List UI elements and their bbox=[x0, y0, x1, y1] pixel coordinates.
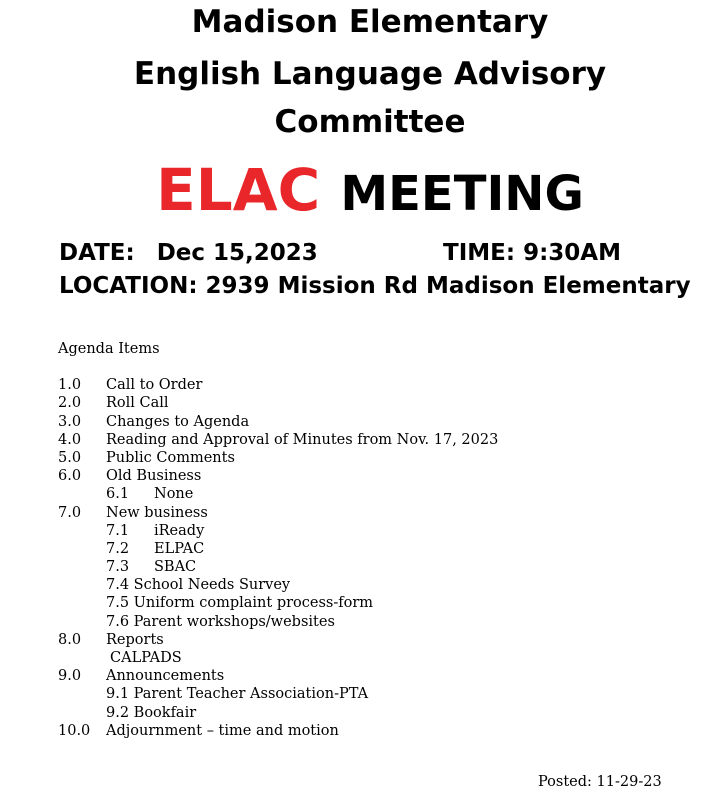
posted-date: Posted: 11-29-23 bbox=[538, 774, 662, 790]
subitem-number: 7.2 bbox=[106, 540, 130, 557]
meeting-title bbox=[0, 156, 713, 224]
agenda-item bbox=[58, 667, 225, 685]
agenda-subitem bbox=[58, 613, 335, 631]
item-text: Reports bbox=[106, 631, 164, 648]
date-value: Dec 15,2023 bbox=[156, 240, 318, 266]
item-number: 3.0 bbox=[58, 413, 82, 430]
subitem-text: 9.2 Bookfair bbox=[106, 704, 197, 721]
agenda-item bbox=[58, 504, 208, 522]
item-text: Reading and Approval of Minutes from Nov. 17, 2023 bbox=[106, 431, 499, 448]
subitem-text: 7.4 School Needs Survey bbox=[106, 577, 291, 594]
committee-name-line1: English Language Advisory bbox=[133, 56, 607, 92]
item-text: Public Comments bbox=[106, 449, 235, 466]
time-value: 9:30AM bbox=[523, 240, 621, 266]
subitem-number: 6.1 bbox=[106, 486, 130, 503]
subitem-text: SBAC bbox=[154, 559, 197, 576]
location-line bbox=[59, 273, 691, 299]
subitem-text: None bbox=[154, 486, 194, 503]
agenda-subitem bbox=[58, 576, 291, 594]
agenda-item bbox=[58, 467, 202, 485]
subitem-text: 7.5 Uniform complaint process-form bbox=[106, 595, 374, 612]
agenda-item bbox=[58, 376, 203, 394]
agenda-list bbox=[58, 340, 499, 740]
location-value: 2939 Mission Rd Madison Elementary bbox=[205, 273, 691, 299]
item-text: Call to Order bbox=[106, 377, 203, 394]
date-label: DATE: bbox=[59, 240, 135, 266]
subitem-text: iReady bbox=[154, 522, 205, 539]
item-text: Adjournment – time and motion bbox=[106, 722, 339, 739]
location-label: LOCATION: bbox=[59, 273, 198, 299]
agenda-subitem bbox=[58, 685, 369, 703]
meeting-acronym: ELAC bbox=[156, 156, 321, 224]
agenda-item bbox=[58, 431, 499, 449]
item-number: 5.0 bbox=[58, 449, 82, 466]
time-label: TIME: bbox=[443, 240, 516, 266]
agenda-item bbox=[58, 413, 250, 431]
agenda-subitem bbox=[58, 594, 374, 612]
agenda-subitem bbox=[58, 704, 197, 722]
item-number: 4.0 bbox=[58, 431, 82, 448]
item-text: Announcements bbox=[106, 668, 225, 685]
item-number: 2.0 bbox=[58, 395, 82, 412]
item-text: Old Business bbox=[106, 468, 202, 485]
agenda-item bbox=[58, 449, 235, 467]
agenda-subitem bbox=[58, 649, 182, 667]
agenda-subitem bbox=[58, 558, 197, 576]
agenda-item bbox=[58, 631, 164, 649]
agenda-item bbox=[58, 394, 169, 412]
agenda-subitem bbox=[58, 540, 205, 558]
school-name: Madison Elementary bbox=[191, 4, 549, 40]
item-number: 9.0 bbox=[58, 668, 82, 685]
item-number: 1.0 bbox=[58, 377, 82, 394]
item-text: Roll Call bbox=[106, 395, 169, 412]
item-number: 10.0 bbox=[58, 722, 91, 739]
subitem-text: ELPAC bbox=[154, 540, 205, 557]
item-text: New business bbox=[106, 504, 208, 521]
agenda-heading: Agenda Items bbox=[58, 341, 160, 357]
item-text: Changes to Agenda bbox=[106, 413, 250, 430]
subitem-number: 7.1 bbox=[106, 522, 130, 539]
committee-name-line2: Committee bbox=[274, 104, 466, 140]
subitem-text: 9.1 Parent Teacher Association-PTA bbox=[106, 686, 369, 703]
agenda-subitem bbox=[58, 485, 194, 503]
subitem-text: CALPADS bbox=[110, 650, 182, 667]
agenda-subitem bbox=[58, 522, 205, 540]
item-number: 8.0 bbox=[58, 631, 82, 648]
meeting-word: MEETING bbox=[340, 166, 584, 222]
item-number: 6.0 bbox=[58, 468, 82, 485]
time-block bbox=[443, 240, 621, 266]
date-line bbox=[59, 240, 621, 266]
agenda-item bbox=[58, 722, 339, 740]
subitem-number: 7.3 bbox=[106, 559, 130, 576]
subitem-text: 7.6 Parent workshops/websites bbox=[106, 613, 335, 630]
item-number: 7.0 bbox=[58, 504, 82, 521]
